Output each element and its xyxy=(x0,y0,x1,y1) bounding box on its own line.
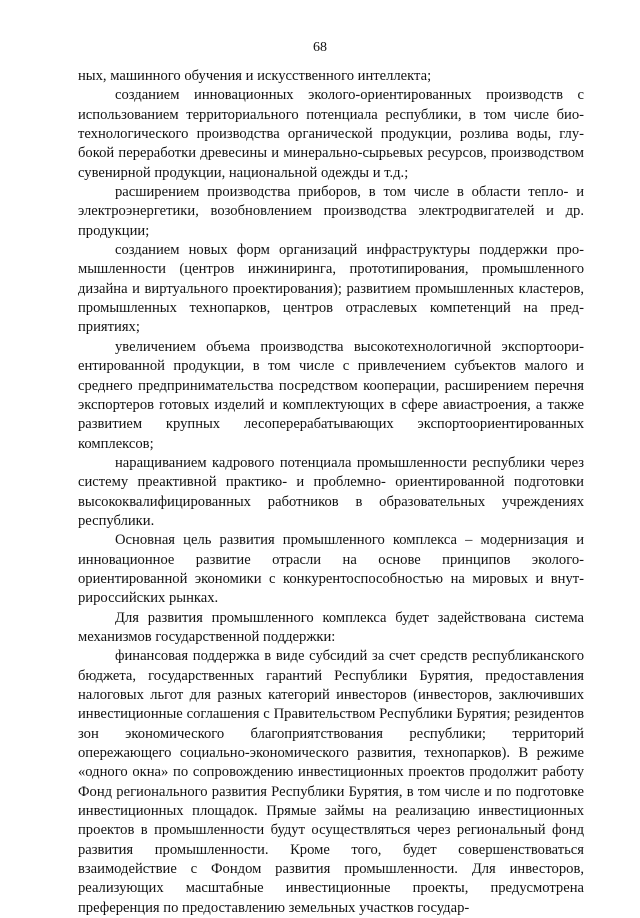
paragraph-support-system: Для развития промышленного комплекса будет задействована система механизмов государственной поддержки: xyxy=(78,609,584,645)
body-text xyxy=(78,67,584,918)
paragraph-personnel: наращиванием кадрового потенциала промышленности республики через систему преактивной практико- и проблемно- ориентированной подготовки высококвалифицированных работников в образовательных учреждениях республики. xyxy=(78,454,584,529)
paragraph-instruments: расширением производства приборов, в том числе в области тепло- и электроэнергетики, возобновлением производства электродвигателей и др. продукции; xyxy=(78,184,584,239)
paragraph-export: увеличением объема производства высокотехнологичной экспортоориентированной продукции, в том числе с привлечением субъектов малого и среднего предпринимательства посредством кооперации, расширением перечня экспортеров готовых изделий и комплектующих в сфере авиастроения, а также развитием крупных лесоперерабатывающих экспортоориентированных комплексов; xyxy=(78,338,584,452)
paragraph-financial-support: финансовая поддержка в виде субсидий за счет средств республиканского бюджета, государственных гарантий Республики Бурятия, предоставления налоговых льгот для разных категорий инвесторов (инвесторов, заключивших инвестиционные соглашения с Правительством Республики Бурятия; резидентов зон экономического благоприятствования республики; территорий опережающего социально-экономического развития, технопарков). В режиме «одного окна» по сопровождению инвестиционных проектов продолжит работу Фонд регионального развития Республики Бурятия, в том числе и по подготовке инвестиционных площадок. Прямые займы на реализацию инвестиционных проектов в промышленности будут осуществляться через региональный фонд развития промышленности. Кроме того, будет совершенствоваться взаимодействие с Фондом развития промышленности. Для инвесторов, реализующих масштабные инвестиционные проекты, предусмотрена преференция по предоставлению земельных участков государ- xyxy=(78,648,584,916)
paragraph-main-goal: Основная цель развития промышленного комплекса – модернизация и инновационное развитие отрасли на основе принципов эколого-ориентированной экономики с конкурентоспособностью на мировых и внутрироссийских рынках. xyxy=(78,532,584,607)
paragraph-continuation: ных, машинного обучения и искусственного интеллекта; xyxy=(78,68,432,84)
page-number: 68 xyxy=(313,40,327,55)
paragraph-eco-production: созданием инновационных эколого-ориентированных производств с использованием территориального потенциала республики, в том числе биотехнологического производства органической продукции, розлива воды, глубокой переработки древесины и минерально-сырьевых ресурсов, производством сувенирной продукции, национальной одежды и т.д.; xyxy=(78,87,584,181)
paragraph-infrastructure: созданием новых форм организаций инфраструктуры поддержки промышленности (центров инжиниринга, прототипирования, промышленного дизайна и виртуального проектирования); развитием промышленных кластеров, промышленных технопарков, центров отраслевых компетенций на предприятиях; xyxy=(78,242,584,336)
